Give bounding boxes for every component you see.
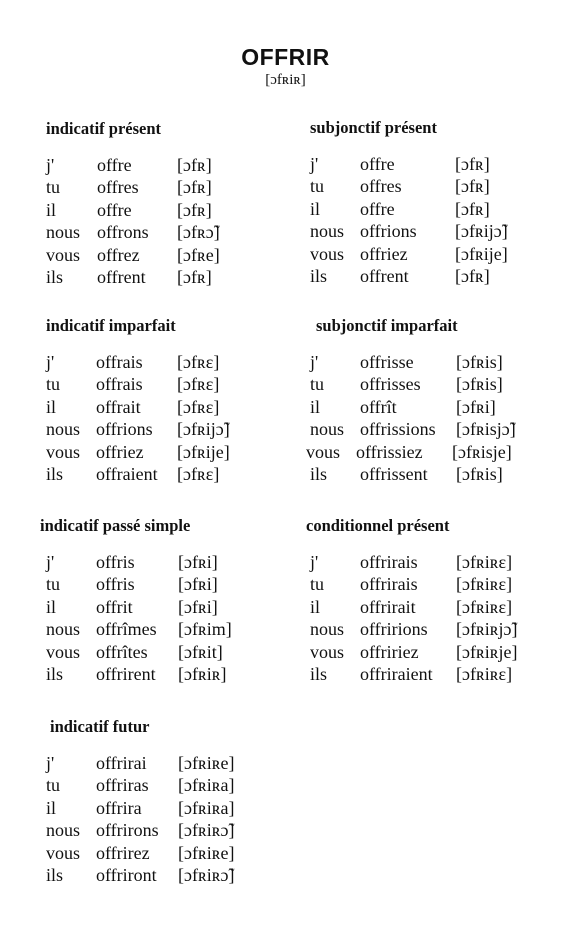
section-indicatif-futur — [46, 717, 235, 886]
conjugation-table — [46, 154, 220, 288]
conjugation-row — [310, 641, 518, 663]
pronoun: vous — [306, 441, 341, 462]
conjugation-row — [310, 418, 516, 440]
pronoun: ils — [310, 463, 328, 484]
ipa-transcription: [ɔfʀ] — [455, 154, 490, 174]
ipa-transcription: [ɔfʀiʀɔ̃] — [178, 864, 235, 885]
conjugation-row — [310, 198, 490, 220]
pronoun: nous — [46, 222, 81, 243]
ipa-transcription: [ɔfʀ] — [455, 265, 490, 286]
verb-form: offrais — [96, 374, 143, 395]
verb-form: offres — [360, 176, 402, 197]
verb-form: offrissiez — [356, 441, 423, 462]
pronoun: nous — [310, 619, 345, 640]
conjugation-row — [310, 373, 503, 395]
ipa-transcription: [ɔfʀiʀjɔ̃] — [456, 619, 518, 640]
verb-form: offriez — [360, 243, 408, 264]
conjugation-row — [310, 551, 513, 573]
pronoun: tu — [46, 177, 61, 198]
ipa-transcription: [ɔfʀije] — [177, 441, 230, 462]
verb-form: offrirez — [96, 842, 150, 863]
conjugation-row — [310, 573, 513, 595]
ipa-transcription: [ɔfʀ] — [177, 155, 212, 175]
section-heading: indicatif passé simple — [40, 516, 191, 535]
verb-form: offres — [97, 177, 139, 198]
pronoun: il — [46, 396, 57, 417]
ipa-transcription: [ɔfʀisjɔ̃] — [456, 419, 516, 440]
pronoun: vous — [46, 842, 81, 863]
ipa-transcription: [ɔfʀɛ] — [177, 463, 220, 484]
verb-form: offrions — [360, 221, 417, 242]
verb-form: offrent — [97, 266, 146, 287]
pronoun: tu — [46, 775, 61, 796]
conjugation-row — [46, 573, 218, 595]
pronoun: il — [46, 596, 57, 617]
conjugation-row — [46, 176, 212, 198]
conjugation-row — [46, 463, 220, 485]
conjugation-row — [46, 221, 220, 243]
verb-form: offrirai — [96, 753, 147, 773]
conjugation-row — [306, 441, 512, 463]
conjugation-row — [46, 199, 212, 221]
pronoun: il — [310, 396, 321, 417]
section-indicatif-passe-simple — [40, 516, 232, 685]
verb-form: offrîmes — [96, 619, 157, 640]
ipa-transcription: [ɔfʀɔ̃] — [177, 222, 220, 243]
pronoun: nous — [310, 419, 345, 440]
verb-form: offririez — [360, 641, 419, 662]
pronoun: il — [46, 797, 57, 818]
verb-form: offriras — [96, 775, 149, 796]
section-heading: indicatif présent — [46, 119, 162, 138]
section-indicatif-imparfait — [46, 316, 230, 485]
pronoun: nous — [46, 419, 81, 440]
verb-form: offre — [97, 155, 132, 175]
conjugation-row — [46, 551, 218, 573]
section-subjonctif-imparfait — [306, 316, 516, 485]
conjugation-row — [46, 266, 212, 288]
ipa-transcription: [ɔfʀiʀje] — [456, 641, 518, 662]
conjugation-row — [310, 243, 508, 265]
verb-form: offrions — [96, 419, 153, 440]
ipa-transcription: [ɔfʀɛ] — [177, 352, 220, 372]
verb-form: offrirons — [96, 820, 159, 841]
ipa-transcription: [ɔfʀ] — [177, 177, 212, 198]
pronoun: ils — [310, 663, 328, 684]
ipa-transcription: [ɔfʀɛ] — [177, 374, 220, 395]
pronoun: nous — [310, 221, 345, 242]
pronoun: ils — [310, 265, 328, 286]
conjugation-row — [310, 396, 496, 418]
verb-form: offririons — [360, 619, 428, 640]
ipa-transcription: [ɔfʀis] — [456, 352, 503, 372]
ipa-transcription: [ɔfʀe] — [177, 244, 220, 265]
conjugation-table — [306, 551, 518, 685]
conjugation-row — [310, 220, 508, 242]
ipa-transcription: [ɔfʀ] — [177, 266, 212, 287]
conjugation-row — [46, 752, 235, 774]
pronoun: nous — [46, 820, 81, 841]
ipa-transcription: [ɔfʀ] — [177, 199, 212, 220]
verb-form: offraient — [96, 463, 158, 484]
conjugation-row — [46, 154, 212, 176]
verb-form: offriront — [96, 864, 157, 885]
ipa-transcription: [ɔfʀi] — [456, 396, 496, 417]
pronoun: j' — [46, 753, 55, 773]
title-pronunciation: [ɔfʀiʀ] — [265, 72, 306, 88]
pronoun: ils — [46, 864, 64, 885]
ipa-transcription: [ɔfʀiʀɔ̃] — [178, 820, 235, 841]
conjugation-row — [46, 842, 235, 864]
pronoun: ils — [46, 663, 64, 684]
verb-form: offrissions — [360, 419, 436, 440]
conjugation-row — [46, 441, 230, 463]
pronoun: ils — [46, 266, 64, 287]
pronoun: tu — [46, 574, 61, 595]
verb-form: offre — [360, 198, 395, 219]
section-subjonctif-present — [310, 118, 508, 287]
ipa-transcription: [ɔfʀɛ] — [177, 396, 220, 417]
conjugation-row — [46, 774, 235, 796]
conjugation-table — [306, 351, 516, 485]
pronoun: tu — [310, 574, 325, 595]
ipa-transcription: [ɔfʀije] — [455, 243, 508, 264]
ipa-transcription: [ɔfʀiʀe] — [178, 842, 235, 863]
conjugation-row — [310, 663, 513, 685]
pronoun: tu — [310, 374, 325, 395]
section-heading: subjonctif imparfait — [316, 316, 458, 335]
verb-form: offrait — [96, 396, 141, 417]
verb-form: offrira — [96, 797, 142, 818]
ipa-transcription: [ɔfʀiʀ] — [178, 663, 227, 684]
ipa-transcription: [ɔfʀim] — [178, 619, 232, 640]
conjugation-row — [310, 153, 490, 175]
conjugation-row — [310, 175, 490, 197]
verb-form: offre — [97, 199, 132, 220]
ipa-transcription: [ɔfʀi] — [178, 574, 218, 595]
ipa-transcription: [ɔfʀ] — [455, 198, 490, 219]
pronoun: j' — [46, 352, 55, 372]
verb-form: offris — [96, 574, 135, 595]
conjugation-row — [46, 618, 232, 640]
pronoun: j' — [46, 155, 55, 175]
conjugation-table — [46, 752, 235, 886]
conjugation-row — [46, 797, 235, 819]
verb-form: offrissent — [360, 463, 428, 484]
pronoun: il — [310, 198, 321, 219]
verb-form: offris — [96, 552, 135, 572]
ipa-transcription: [ɔfʀijɔ̃] — [455, 221, 508, 242]
ipa-transcription: [ɔfʀiʀɛ] — [456, 663, 513, 684]
conjugation-table — [46, 351, 230, 485]
conjugation-row — [310, 596, 513, 618]
ipa-transcription: [ɔfʀ] — [455, 176, 490, 197]
verb-form: offrirait — [360, 596, 416, 617]
pronoun: il — [46, 199, 57, 220]
verb-form: offrais — [96, 352, 143, 372]
pronoun: j' — [310, 552, 319, 572]
pronoun: j' — [310, 154, 319, 174]
conjugation-row — [46, 396, 220, 418]
ipa-transcription: [ɔfʀiʀa] — [178, 797, 235, 818]
ipa-transcription: [ɔfʀiʀɛ] — [456, 574, 513, 595]
pronoun: tu — [310, 176, 325, 197]
pronoun: vous — [46, 641, 81, 662]
conjugation-row — [46, 351, 220, 373]
verb-form: offrons — [97, 222, 149, 243]
conjugation-row — [46, 663, 227, 685]
ipa-transcription: [ɔfʀi] — [178, 596, 218, 617]
verb-form: offrirais — [360, 574, 418, 595]
ipa-transcription: [ɔfʀisje] — [452, 441, 512, 462]
page-title: OFFRIR — [241, 44, 330, 70]
conjugation-row — [46, 596, 218, 618]
conjugation-row — [46, 244, 220, 266]
ipa-transcription: [ɔfʀiʀa] — [178, 775, 235, 796]
verb-form: offrisse — [360, 352, 414, 372]
verb-form: offrit — [96, 596, 133, 617]
section-conditionnel-present — [306, 516, 518, 685]
conjugation-row — [46, 864, 235, 886]
pronoun: ils — [46, 463, 64, 484]
verb-form: offrez — [97, 244, 140, 265]
section-indicatif-present — [46, 119, 220, 288]
verb-form: offrirent — [96, 663, 156, 684]
section-heading: conditionnel présent — [306, 516, 450, 535]
pronoun: j' — [310, 352, 319, 372]
ipa-transcription: [ɔfʀiʀe] — [178, 753, 235, 773]
pronoun: vous — [310, 243, 345, 264]
ipa-transcription: [ɔfʀit] — [178, 641, 223, 662]
conjugation-table — [40, 551, 232, 685]
conjugation-row — [310, 463, 503, 485]
pronoun: vous — [46, 244, 81, 265]
section-heading: subjonctif présent — [310, 118, 437, 137]
conjugation-row — [310, 618, 518, 640]
pronoun: vous — [46, 441, 81, 462]
ipa-transcription: [ɔfʀijɔ̃] — [177, 419, 230, 440]
pronoun: vous — [310, 641, 345, 662]
ipa-transcription: [ɔfʀiʀɛ] — [456, 596, 513, 617]
conjugation-row — [46, 418, 230, 440]
pronoun: j' — [46, 552, 55, 572]
conjugation-row — [46, 819, 235, 841]
conjugation-table — [310, 153, 508, 287]
conjugation-row — [46, 641, 223, 663]
ipa-transcription: [ɔfʀis] — [456, 374, 503, 395]
verb-form: offrîtes — [96, 641, 148, 662]
verb-form: offrirais — [360, 552, 418, 572]
verb-form: offriraient — [360, 663, 433, 684]
conjugation-row — [46, 373, 220, 395]
section-heading: indicatif imparfait — [46, 316, 176, 335]
ipa-transcription: [ɔfʀis] — [456, 463, 503, 484]
conjugation-row — [310, 265, 490, 287]
conjugation-row — [310, 351, 503, 373]
pronoun: il — [310, 596, 321, 617]
verb-form: offriez — [96, 441, 144, 462]
pronoun: tu — [46, 374, 61, 395]
ipa-transcription: [ɔfʀi] — [178, 552, 218, 572]
ipa-transcription: [ɔfʀiʀɛ] — [456, 552, 513, 572]
section-heading: indicatif futur — [50, 717, 150, 736]
verb-form: offrent — [360, 265, 409, 286]
pronoun: nous — [46, 619, 81, 640]
verb-form: offre — [360, 154, 395, 174]
verb-form: offrît — [360, 396, 397, 417]
verb-form: offrisses — [360, 374, 421, 395]
